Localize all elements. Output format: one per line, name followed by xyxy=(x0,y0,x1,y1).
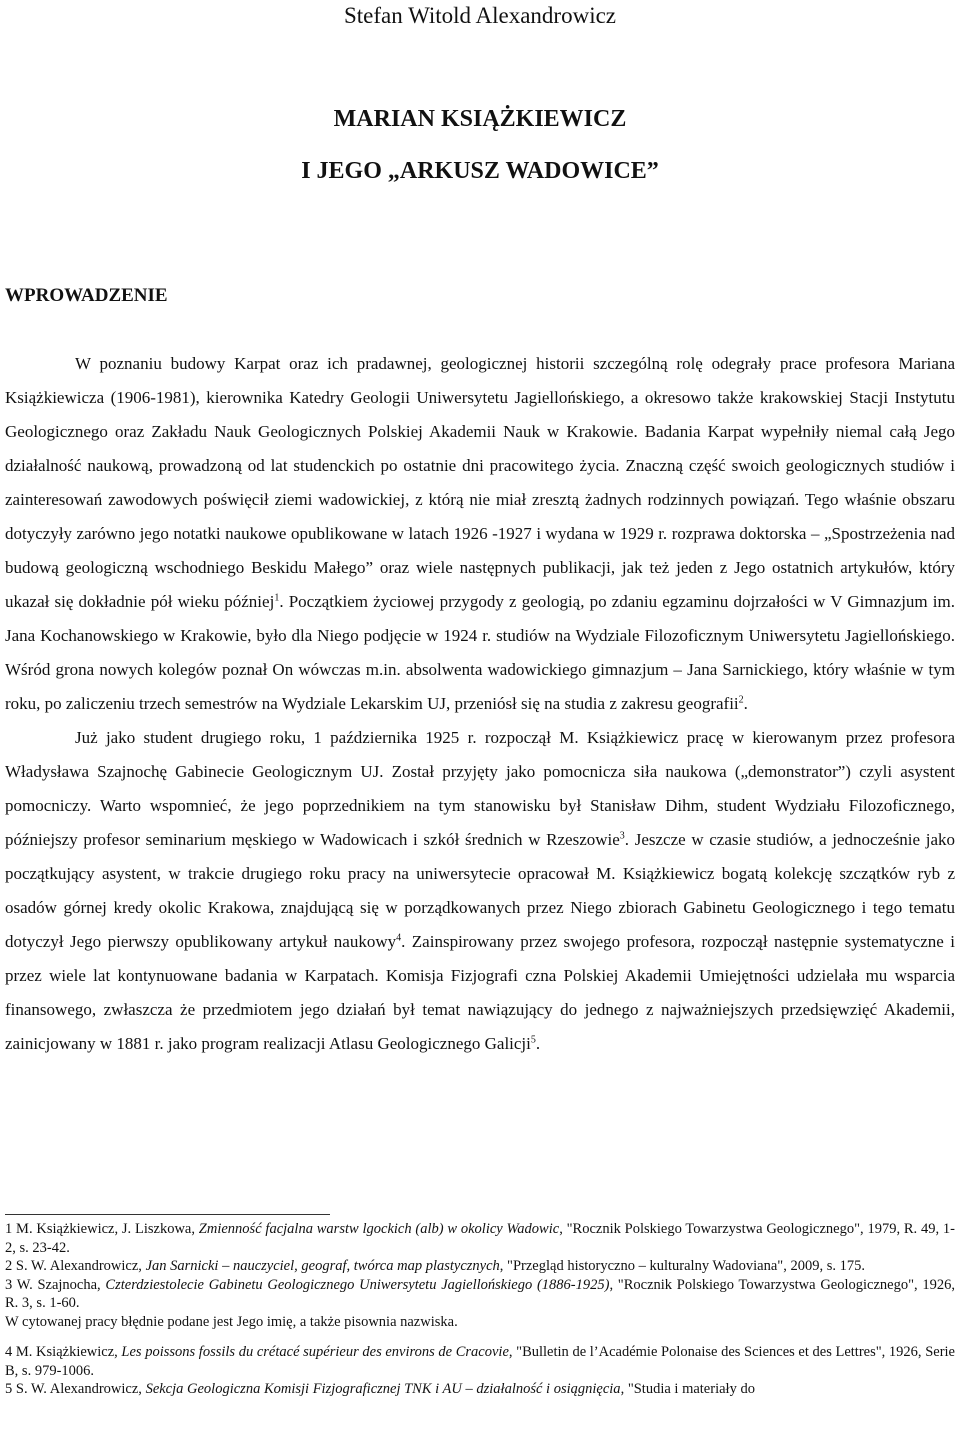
footnotes xyxy=(5,1220,955,1399)
title-line-2: I JEGO „ARKUSZ WADOWICE” xyxy=(301,158,659,184)
footnote-text: , "Bulletin de l’Académie Polonaise des Sciences et des Lettres", 1926, Serie B, s. 979-1006. xyxy=(5,1344,955,1379)
footnote-text: 1 M. Książkiewicz, J. Liszkowa, xyxy=(5,1221,199,1237)
paragraph-text: . Początkiem życiowej przygody z geologią, po zdaniu egzaminu dojrzałości w V Gimnazjum im. Jana Kochanowskiego w Krakowie, było dla Niego podjęcie w 1924 r. studiów na Wydziale Filozoficznym Uniwersytetu Jagiellońskiego. Wśród grona nowych kolegów poznał On wówczas m.in. absolwenta wadowickiego gimnazjum – Jana Sarnickiego, który właśnie w tym roku, po zaliczeniu trzech semestrów na Wydziale Lekarskim UJ, przeniósł się na studia z zakresu geografii xyxy=(5,592,955,713)
footnote-text: , "Przegląd historyczno – kulturalny Wadoviana", 2009, s. 175. xyxy=(499,1258,865,1274)
paragraph-text: . Jeszcze w czasie studiów, a jednocześnie jako początkujący asystent, w trakcie drugiego roku pracy na uniwersytecie opracował M. Książkiewicz bogatą kolekcję szczątków ryb z osadów górnej kredy okolic Krakowa, znajdującą się w porządkowanych przez Niego zbiorach Gabinetu Geologicznego i tego tematu dotyczył Jego pierwszy opublikowany artykuł naukowy xyxy=(5,830,956,951)
paragraph-text: W poznaniu budowy Karpat oraz ich pradawnej, geologicznej historii szczególną rolę odegrały prace profesora Mariana Książkiewicza (1906-1981), kierownika Katedry Geologii Uniwersytetu Jagiellońskiego, a okresowo także krakowskiej Stacji Instytutu Geologicznego oraz Zakładu Nauk Geologicznych Polskiej Akademii Nauk w Krakowie. Badania Karpat wypełniły niemal całą Jego działalność naukową, prowadzoną od lat studenckich po ostatnie dni pracowitego życia. Znaczną część swoich geologicznych studiów i zainteresowań zawodowych poświęcił ziemi wadowickiej, z którą nie miał zresztą żadnych rodzinnych powiązań. Tego właśnie obszaru dotyczyły zarówno jego notatki naukowe opublikowane w latach 1926 -1927 i wydana w 1929 r. rozprawa doktorska – „Spostrzeżenia nad budową geologiczną wschodniego Beskidu Małego” oraz wiele następnych publikacji, jak też jeden z Jego ostatnich artykułów, który ukazał się dokładnie pół wieku później xyxy=(5,354,955,611)
footnote-ref-2[interactable]: 2 xyxy=(738,694,744,706)
paragraph-text: Już jako student drugiego roku, 1 października 1925 r. rozpoczął M. Książkiewicz pracę w kierowanym przez profesora Władysława Szajnochę Gabinecie Geologicznym UJ. Został przyjęty jako pomocnicza siła naukowa („demonstrator”) czyli asystent pomocniczy. Warto wspomnieć, że jego poprzednikiem na tym stanowisku był Stanisław Dihm, student Wydziału Filozoficznego, późniejszy profesor seminarium męskiego w Wadowicach i szkół średnich w Rzeszowie xyxy=(5,728,955,849)
footnote-ref-1[interactable]: 1 xyxy=(274,592,280,604)
footnote-1 xyxy=(5,1220,955,1257)
article-title xyxy=(0,93,960,197)
footnote-text: 3 W. Szajnocha, xyxy=(5,1276,106,1293)
footnote-4 xyxy=(5,1343,955,1380)
footnote-title: Zmienność facjalna warstw lgockich (alb) w okolicy Wadowic xyxy=(198,1221,560,1237)
footnote-text: 2 S. W. Alexandrowicz, xyxy=(5,1258,146,1274)
footnote-separator xyxy=(5,1214,330,1215)
footnote-title: Czterdziestolecie Gabinetu Geologicznego Uniwersytetu Jagiellońskiego (1886-1925) xyxy=(105,1276,610,1293)
footnote-title: Les poissons fossils du crétacé supérieur des environs de Cracovie xyxy=(121,1344,509,1360)
paragraph-text: . xyxy=(743,694,748,713)
footnote-title: Jan Sarnicki – nauczyciel, geograf, twórca map plastycznych xyxy=(145,1258,500,1274)
footnote-ref-3[interactable]: 3 xyxy=(619,830,625,842)
footnote-5 xyxy=(5,1380,955,1399)
paragraph-text: . xyxy=(535,1034,541,1053)
footnote-text: 4 M. Książkiewicz, xyxy=(5,1344,122,1360)
footnote-text: , "Rocznik Polskiego Towarzystwa Geologicznego", 1926, R. 3, s. 1-60. xyxy=(5,1276,956,1311)
title-line-1: MARIAN KSIĄŻKIEWICZ xyxy=(333,106,627,132)
footnote-title: Sekcja Geologiczna Komisji Fizjograficznej TNK i AU – działalność i osiągnięcia xyxy=(145,1381,621,1397)
footnote-2 xyxy=(5,1257,955,1276)
article-body xyxy=(5,347,955,1061)
section-heading: WPROWADZENIE xyxy=(5,285,168,306)
footnote-text: , "Rocznik Polskiego Towarzystwa Geologicznego", 1979, R. 49, 1-2, s. 23-42. xyxy=(5,1221,955,1256)
footnote-3 xyxy=(5,1276,955,1313)
body-paragraph-2 xyxy=(5,721,955,1061)
footnote-ref-4[interactable]: 4 xyxy=(396,932,402,944)
footnote-text: , "Studia i materiały do xyxy=(620,1381,755,1397)
footnote-ref-5[interactable]: 5 xyxy=(530,1034,536,1046)
body-paragraph-1 xyxy=(5,347,955,721)
footnote-3-note: W cytowanej pracy błędnie podane jest Jego imię, a także pisownia nazwiska. xyxy=(5,1313,458,1330)
paragraph-text: . Zainspirowany przez swojego profesora, rozpoczął następnie systematyczne i przez wiele lat kontynuowane badania w Karpatach. Komisja Fizjografi czna Polskiej Akademii Umiejętności udzielała mu wsparcia finansowego, zwłaszcza że przedmiotem jego działań był temat nawiązujący do jednego z najważniejszych przedsięwzięć Akademii, zainicjowany w 1881 r. jako program realizacji Atlasu Geologicznego Galicji xyxy=(5,932,955,1053)
footnote-text: 5 S. W. Alexandrowicz, xyxy=(5,1381,146,1397)
author-name: Stefan Witold Alexandrowicz xyxy=(343,3,617,28)
